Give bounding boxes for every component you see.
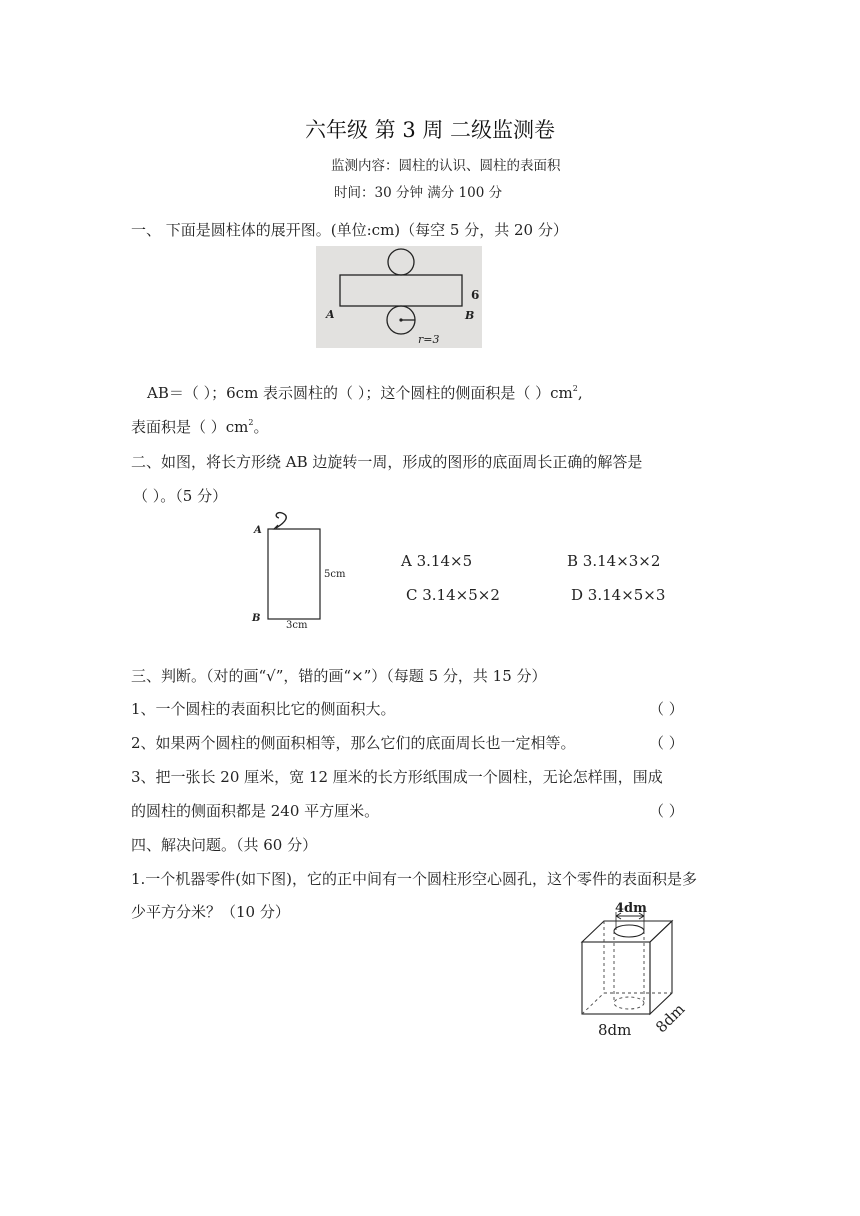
- hole-label: 4dm: [615, 901, 647, 916]
- problem1-line1: 1.一个机器零件(如下图)，它的正中间有一个圆柱形空心圆孔，这个零件的表面积是多: [131, 870, 698, 888]
- height-label: 6: [471, 288, 480, 302]
- judge-q3-bracket: （ ）: [649, 802, 684, 820]
- judge-q1-bracket: （ ）: [649, 700, 684, 718]
- time-score: 时间：30 分钟 满分 100 分: [334, 185, 503, 201]
- label-b: B: [465, 309, 475, 322]
- judge-q3-line2: 的圆柱的侧面积都是 240 平方厘米。: [131, 802, 380, 820]
- front-face: [582, 942, 650, 1014]
- judge-q1: 1、一个圆柱的表面积比它的侧面积大。: [131, 700, 396, 718]
- top-circle: [388, 249, 414, 275]
- option-d: D 3.14×5×3: [571, 586, 666, 604]
- top-hole: [614, 925, 644, 937]
- label-a: A: [254, 525, 262, 536]
- radius-label: r=3: [418, 333, 440, 346]
- top-face: [582, 921, 672, 942]
- section1-question-line1: AB＝（ ）；6cm 表示圆柱的（ ）；这个圆柱的侧面积是（ ）$cm^2$,: [147, 384, 583, 402]
- side-label: 5cm: [324, 569, 346, 580]
- section3-heading: 三、判断。（对的画“√”，错的画“×”）（每题 5 分，共 15 分）: [131, 667, 547, 685]
- test-content: 监测内容：圆柱的认识、圆柱的表面积: [331, 158, 561, 174]
- center-dot: [399, 318, 402, 321]
- rotation-rectangle-figure: [246, 508, 356, 632]
- section1-question-line2: 表面积是（ ）$cm^2$。: [131, 418, 269, 436]
- problem1-line2: 少平方分米？（10 分）: [131, 903, 290, 921]
- front-label: 8dm: [598, 1021, 632, 1039]
- option-b: B 3.14×3×2: [567, 552, 661, 570]
- right-face: [650, 921, 672, 1014]
- judge-q2-bracket: （ ）: [649, 734, 684, 752]
- page-title: 六年级 第 3 周 二级监测卷: [304, 118, 556, 142]
- judge-q3-line1: 3、把一张长 20 厘米，宽 12 厘米的长方形纸围成一个圆柱，无论怎样围，围成: [131, 768, 663, 786]
- machine-part-figure: [572, 893, 694, 1043]
- bottom-hole: [614, 997, 644, 1009]
- rectangle: [268, 529, 320, 619]
- lateral-rect: [340, 275, 462, 306]
- option-a: A 3.14×5: [401, 552, 473, 570]
- side-label: 8dm: [652, 999, 689, 1037]
- section1-heading: 一、 下面是圆柱体的展开图。(单位:cm)（每空 5 分，共 20 分）: [131, 221, 568, 239]
- section2-heading: 二、如图，将长方形绕 AB 边旋转一周，形成的图形的底面周长正确的解答是: [131, 453, 643, 471]
- judge-q2: 2、如果两个圆柱的侧面积相等，那么它们的底面周长也一定相等。: [131, 734, 576, 752]
- section2-answer-line: （ ）。（5 分）: [133, 487, 228, 505]
- label-b: B: [252, 613, 261, 624]
- cylinder-net-figure: [316, 246, 482, 348]
- bottom-label: 3cm: [286, 620, 308, 631]
- option-c: C 3.14×5×2: [406, 586, 500, 604]
- label-a: A: [326, 308, 335, 321]
- section4-heading: 四、解决问题。（共 60 分）: [131, 836, 318, 854]
